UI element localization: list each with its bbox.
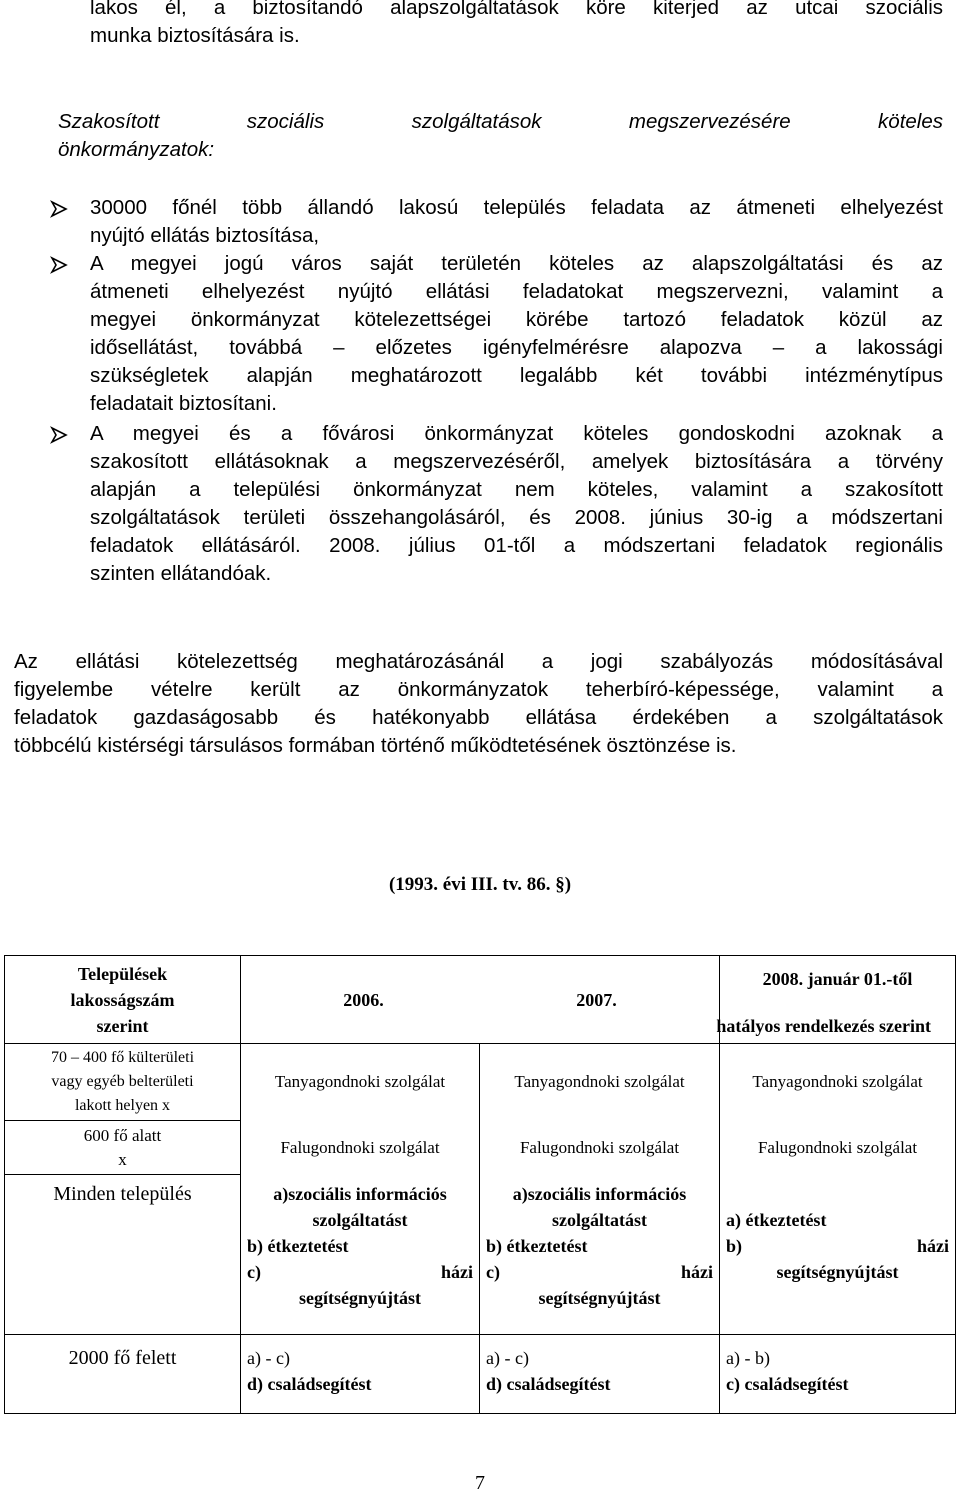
cell-line: szolgáltatást [312,1209,408,1230]
law-reference: (1993. évi III. tv. 86. §) [388,874,572,895]
cell-line: c) családsegítést [726,1374,849,1394]
row-label-line: 600 fő alatt [83,1125,162,1145]
cell-line: segítségnyújtást [538,1287,661,1308]
cell-line: segítségnyújtást [299,1287,421,1308]
bullet-line: szükségletek alapján meghatározott legalább két további intézménytípus [90,364,943,387]
bullet-item [90,250,943,418]
section-heading [58,108,943,164]
heading-line: Szakosított szociális szolgáltatások megszervezésére köteles [58,110,943,133]
row-label-cell [5,1044,241,1121]
cell-line: b) házi [726,1235,949,1256]
cell-line: a)szociális információs [273,1183,447,1204]
header-population-cell [5,956,241,1044]
header-line: Települések [77,963,168,984]
intro-line: munka biztosítására is. [90,24,300,47]
bullet-item [90,194,943,250]
paragraph-line: többcélú kistérségi társulásos formában történő működtetésének ösztönzése is. [14,734,737,757]
cell-line: szolgáltatást [552,1209,647,1230]
header-year-2006: 2006. [343,990,384,1010]
cell-2008: Tanyagondnoki szolgálat [720,1044,956,1121]
bullet-line: szakosított ellátásoknak a megszervezéséről, amelyek biztosítására a törvény [90,450,943,473]
cell-2006: Falugondnoki szolgálat [241,1121,480,1175]
cell-2008 [720,1175,956,1335]
heading-line: önkormányzatok: [58,138,215,161]
intro-line: lakos él, a biztosítandó alapszolgáltatások köre kiterjed az utcai szociális [90,0,943,19]
cell-line: a) - c) [247,1348,290,1368]
header-year-2008: 2008. január 01.-től [720,956,956,1044]
cell-2008: Falugondnoki szolgálat [720,1121,956,1175]
row-label-line: x [118,1149,127,1169]
bullet-line: szolgáltatások területi összehangolásáról, és 2008. június 30-ig a módszertani [90,506,943,529]
cell-line: c) házi [247,1261,473,1282]
cell-2007: Tanyagondnoki szolgálat [480,1044,720,1121]
row-label-line: lakott helyen x [74,1097,171,1114]
cell-line: c) házi [486,1261,713,1282]
intro-paragraph [90,0,943,50]
header-line: szerint [96,1015,149,1036]
paragraph-line: figyelembe vételre került az önkormányzatok teherbíró-képessége, valamint a [14,678,943,701]
paragraph-line: Az ellátási kötelezettség meghatározásánál a jogi szabályozás módosításával [14,650,943,673]
bullet-line: átmeneti elhelyezést nyújtó ellátási feladatokat megszervezni, valamint a [90,280,943,303]
row-label-cell [5,1121,241,1175]
bullet-line: idősellátást, továbbá – előzetes igényfelmérésre alapozva – a lakossági [90,336,943,359]
arrowhead-bullet-icon [50,200,68,218]
arrowhead-bullet-icon [50,256,68,274]
service-obligation-table [4,955,956,1414]
body-paragraph [14,648,943,760]
cell-2006: Tanyagondnoki szolgálat [241,1044,480,1121]
table-row [5,1044,956,1121]
table-header-row [5,956,956,1044]
bullet-line: megyei önkormányzat kötelezettségei körébe tartozó feladatok közül az [90,308,943,331]
cell-line: d) családsegítést [247,1374,372,1394]
arrowhead-bullet-icon [50,426,68,444]
row-label-line: 70 – 400 fő külterületi [50,1049,195,1066]
bullet-line: feladatok ellátásáról. 2008. július 01-től a módszertani feladatok regionális [90,534,943,557]
cell-2007: Falugondnoki szolgálat [480,1121,720,1175]
bullet-line: nyújtó ellátás biztosítása, [90,224,320,247]
bullet-line: A megyei és a fővárosi önkormányzat köteles gondoskodni azoknak a [90,422,943,445]
cell-line: b) étkeztetést [486,1235,588,1256]
row-label-cell: Minden település [5,1175,241,1335]
cell-2007 [480,1175,720,1335]
cell-line: a)szociális információs [512,1183,687,1204]
bullet-line: 30000 főnél több állandó lakosú település feladata az átmeneti elhelyezést [90,196,943,219]
bullet-line: A megyei jogú város saját területén köteles az alapszolgáltatási és az [90,252,943,275]
paragraph-line: feladatok gazdaságosabb és hatékonyabb ellátása érdekében a szolgáltatások [14,706,943,729]
table-row [5,1335,956,1414]
header-year-2007: 2007. [576,990,617,1010]
cell-2007 [480,1335,720,1414]
table-row [5,1175,956,1335]
cell-line: d) családsegítést [486,1374,611,1394]
header-span-caption: hatályos rendelkezés szerint [716,1016,931,1036]
cell-2006 [241,1175,480,1335]
bullet-line: feladatait biztosítani. [90,392,277,415]
cell-line: segítségnyújtást [776,1261,899,1282]
cell-line: a) - c) [486,1348,529,1368]
bullet-line: alapján a települési önkormányzat nem köteles, valamint a szakosított [90,478,943,501]
cell-line: b) étkeztetést [247,1235,349,1256]
header-years [241,987,719,1013]
cell-2006 [241,1335,480,1414]
page-number: 7 [475,1472,485,1494]
row-label-line: vagy egyéb belterületi [51,1073,194,1090]
cell-2008 [720,1335,956,1414]
bullet-line: szinten ellátandóak. [90,562,272,585]
cell-line: a) étkeztetést [726,1209,827,1230]
cell-line: a) - b) [726,1348,770,1368]
table-row [5,1121,956,1175]
header-line: lakosságszám [70,989,175,1010]
row-label-cell: 2000 fő felett [5,1335,241,1414]
bullet-item [90,420,943,588]
